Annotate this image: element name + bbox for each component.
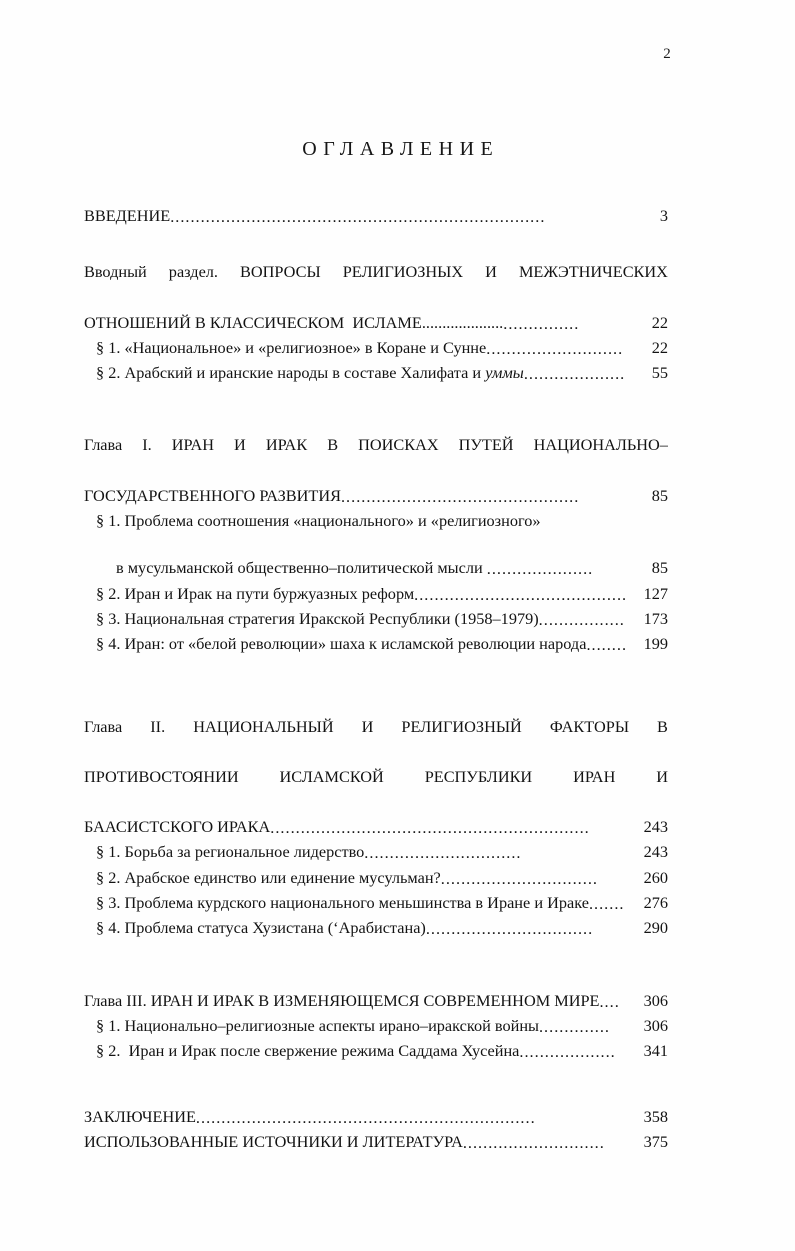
heading-line-2 <box>84 312 668 332</box>
dot-leader: .................... <box>421 312 504 332</box>
toc-entry-page: 260 <box>639 867 668 887</box>
dot-leader: ..................... <box>486 561 594 578</box>
heading-text: ОТНОШЕНИЙ В КЛАССИЧЕСКОМ ИСЛАМЕ <box>84 312 422 332</box>
heading-word: НАЦИОНАЛЬНО– <box>533 435 668 455</box>
toc-entry-label: ЗАКЛЮЧЕНИЕ <box>84 1106 196 1126</box>
toc-entry-page: 3 <box>659 206 668 225</box>
dot-leader: ............................................... <box>340 488 580 506</box>
toc-entry-label-cont: в мусульманской общественно–политической мысли <box>116 558 487 578</box>
toc-entry-label: § 2. Иран и Ирак на пути буржуазных реформ <box>96 583 415 603</box>
toc-entry-chapter-1[interactable] <box>84 437 668 504</box>
toc-entry-ch1-3[interactable] <box>96 608 668 629</box>
dot-leader: ............... <box>503 315 580 332</box>
toc-entry-page: 375 <box>639 1131 668 1151</box>
toc-entry-introduction[interactable] <box>84 208 668 224</box>
toc-entry-preliminary-section[interactable] <box>84 264 668 331</box>
toc-entry-prelim-1[interactable] <box>96 337 668 358</box>
heading-text: БААСИСТСКОГО ИРАКА <box>84 817 271 837</box>
toc-entry-page: 243 <box>639 842 668 862</box>
heading-word: РЕЛИГИОЗНЫХ <box>342 262 464 282</box>
dot-leader: ............................... <box>440 870 598 888</box>
heading-line-3 <box>84 819 668 835</box>
dot-leader: ............................................................... <box>270 820 590 837</box>
toc-entry-label: § 1. Борьба за региональное лидерство <box>96 842 365 862</box>
dot-leader: ............................ <box>462 1134 605 1152</box>
toc-entry-ch2-3[interactable] <box>96 895 668 911</box>
toc-entry-ch1-2[interactable] <box>96 583 668 603</box>
dot-leader: .......................................... <box>414 586 628 603</box>
heading-word: НАЦИОНАЛЬНЫЙ <box>193 716 334 736</box>
dot-leader: ................................................................... <box>195 1109 536 1126</box>
toc-entry-page: 306 <box>639 1015 668 1035</box>
heading-word: ИРАК <box>265 435 308 455</box>
toc-entry-ch2-2[interactable] <box>96 867 668 888</box>
toc-entry-label: § 1. Проблема соотношения «национального» и «религиозного» <box>96 511 541 531</box>
toc-entry-label: § 2. Иран и Ирак после свержение режима Саддама Хусейна <box>96 1041 520 1061</box>
heading-word: ВОПРОСЫ <box>240 262 321 282</box>
dot-leader: ............................... <box>364 845 522 862</box>
heading-word: ИРАН <box>171 435 215 455</box>
toc-entry-label: § 4. Иран: от «белой революции» шаха к исламской революции народа <box>96 634 587 654</box>
dot-leader: ................... <box>519 1044 616 1061</box>
toc-entry-page: 85 <box>647 485 668 505</box>
toc-entry-page: 243 <box>643 817 668 837</box>
heading-word: РЕСПУБЛИКИ <box>424 766 533 786</box>
toc-entry-label: § 3. Национальная стратегия Иракской Республики (1958–1979) <box>96 608 539 628</box>
heading-word: ПУТЕЙ <box>458 435 514 455</box>
page-title: ОГЛАВЛЕНИЕ <box>302 138 500 160</box>
toc-entry-ch1-1[interactable] <box>96 513 668 577</box>
toc-entry-page: 290 <box>639 918 668 938</box>
dot-leader: .............. <box>538 1018 610 1036</box>
toc-entry-label: ИСПОЛЬЗОВАННЫЕ ИСТОЧНИКИ И ЛИТЕРАТУРА <box>84 1131 463 1151</box>
heading-text: ГОСУДАРСТВЕННОГО РАЗВИТИЯ <box>84 485 341 505</box>
heading-word: II. <box>150 716 166 736</box>
toc-entry-ch2-4[interactable] <box>96 920 668 936</box>
heading-word: В <box>657 716 668 736</box>
heading-word: ФАКТОРЫ <box>549 716 630 736</box>
toc-entry-page: 306 <box>643 990 668 1010</box>
heading-word: И <box>361 716 374 736</box>
toc-entry-page: 173 <box>643 608 668 628</box>
toc-entry-page: 199 <box>639 634 668 654</box>
toc-entry-label: § 4. Проблема статуса Хузистана (ʻАрабистана) <box>96 918 426 938</box>
toc-entry-label: § 2. Арабский и иранские народы в составе Халифата и <box>96 363 486 383</box>
toc-entry-page: 22 <box>647 337 668 357</box>
toc-entry-label: § 3. Проблема курдского национального меньшинства в Иране и Ираке <box>96 893 589 913</box>
heading-word: И <box>485 262 497 282</box>
toc-entry-page: 341 <box>639 1041 668 1061</box>
heading-word: Глава <box>84 435 123 455</box>
heading-word: РЕЛИГИОЗНЫЙ <box>401 716 522 736</box>
table-of-contents <box>84 208 668 1150</box>
heading-word: МЕЖЭТНИЧЕСКИХ <box>518 262 668 282</box>
toc-entry-ch3-1[interactable] <box>96 1015 668 1036</box>
toc-entry-ch1-4[interactable] <box>96 636 668 652</box>
toc-entry-label: ВВЕДЕНИЕ <box>84 206 171 225</box>
toc-entry-page: 85 <box>647 558 668 578</box>
page-number: 2 <box>663 46 671 62</box>
heading-text: Глава III. ИРАН И ИРАК В ИЗМЕНЯЮЩЕМСЯ СОВРЕМЕННОМ МИРЕ <box>84 990 600 1010</box>
dot-leader: ....... <box>588 896 625 913</box>
toc-entry-chapter-2[interactable] <box>84 716 668 837</box>
toc-entry-label: § 1. «Национальное» и «религиозное» в Коране и Сунне <box>96 337 487 357</box>
toc-entry-page: 276 <box>639 893 668 913</box>
toc-entry-page: 127 <box>643 583 668 603</box>
heading-word: В <box>327 435 339 455</box>
heading-word: ПОИСКАХ <box>358 435 439 455</box>
heading-word: I. <box>142 435 152 455</box>
heading-word: Глава <box>84 716 123 736</box>
toc-entry-bibliography[interactable] <box>84 1131 668 1152</box>
heading-line-1 <box>84 716 668 736</box>
toc-entry-ch2-1[interactable] <box>96 844 668 860</box>
heading-line-2 <box>84 485 668 506</box>
dot-leader: ................. <box>538 611 625 629</box>
heading-word: И <box>234 435 246 455</box>
toc-entry-conclusion[interactable] <box>84 1106 668 1126</box>
toc-entry-prelim-2[interactable] <box>96 365 668 381</box>
heading-word: И <box>656 766 668 786</box>
heading-word: раздел. <box>168 262 219 282</box>
heading-word: ИРАН <box>573 766 616 786</box>
heading-word: ИСЛАМСКОЙ <box>279 766 384 786</box>
toc-entry-label-italic: уммы <box>485 363 524 383</box>
dot-leader: .................... <box>523 366 626 383</box>
heading-line-1 <box>84 437 668 453</box>
heading-line-1 <box>84 264 668 280</box>
toc-entry-page: 55 <box>651 363 668 383</box>
toc-entry-label: § 1. Национально–религиозные аспекты ирано–иракской войны <box>96 1015 539 1035</box>
heading-line-2 <box>84 766 668 786</box>
toc-entry-page: 358 <box>639 1106 668 1126</box>
toc-entry-chapter-3[interactable] <box>84 990 668 1010</box>
toc-entry-page: 22 <box>651 312 668 332</box>
toc-entry-ch3-2[interactable] <box>96 1043 668 1059</box>
toc-entry-label: § 2. Арабское единство или единение мусульман? <box>96 867 441 887</box>
dot-leader: ................................. <box>425 921 594 938</box>
dot-leader: ........ <box>586 637 628 654</box>
heading-word: ПРОТИВОСТОЯНИИ <box>84 766 239 786</box>
dot-leader: ........................... <box>486 340 624 358</box>
dot-leader: .......................................................................... <box>170 209 546 226</box>
heading-word: Вводный <box>84 262 147 282</box>
dot-leader: .... <box>599 993 620 1010</box>
